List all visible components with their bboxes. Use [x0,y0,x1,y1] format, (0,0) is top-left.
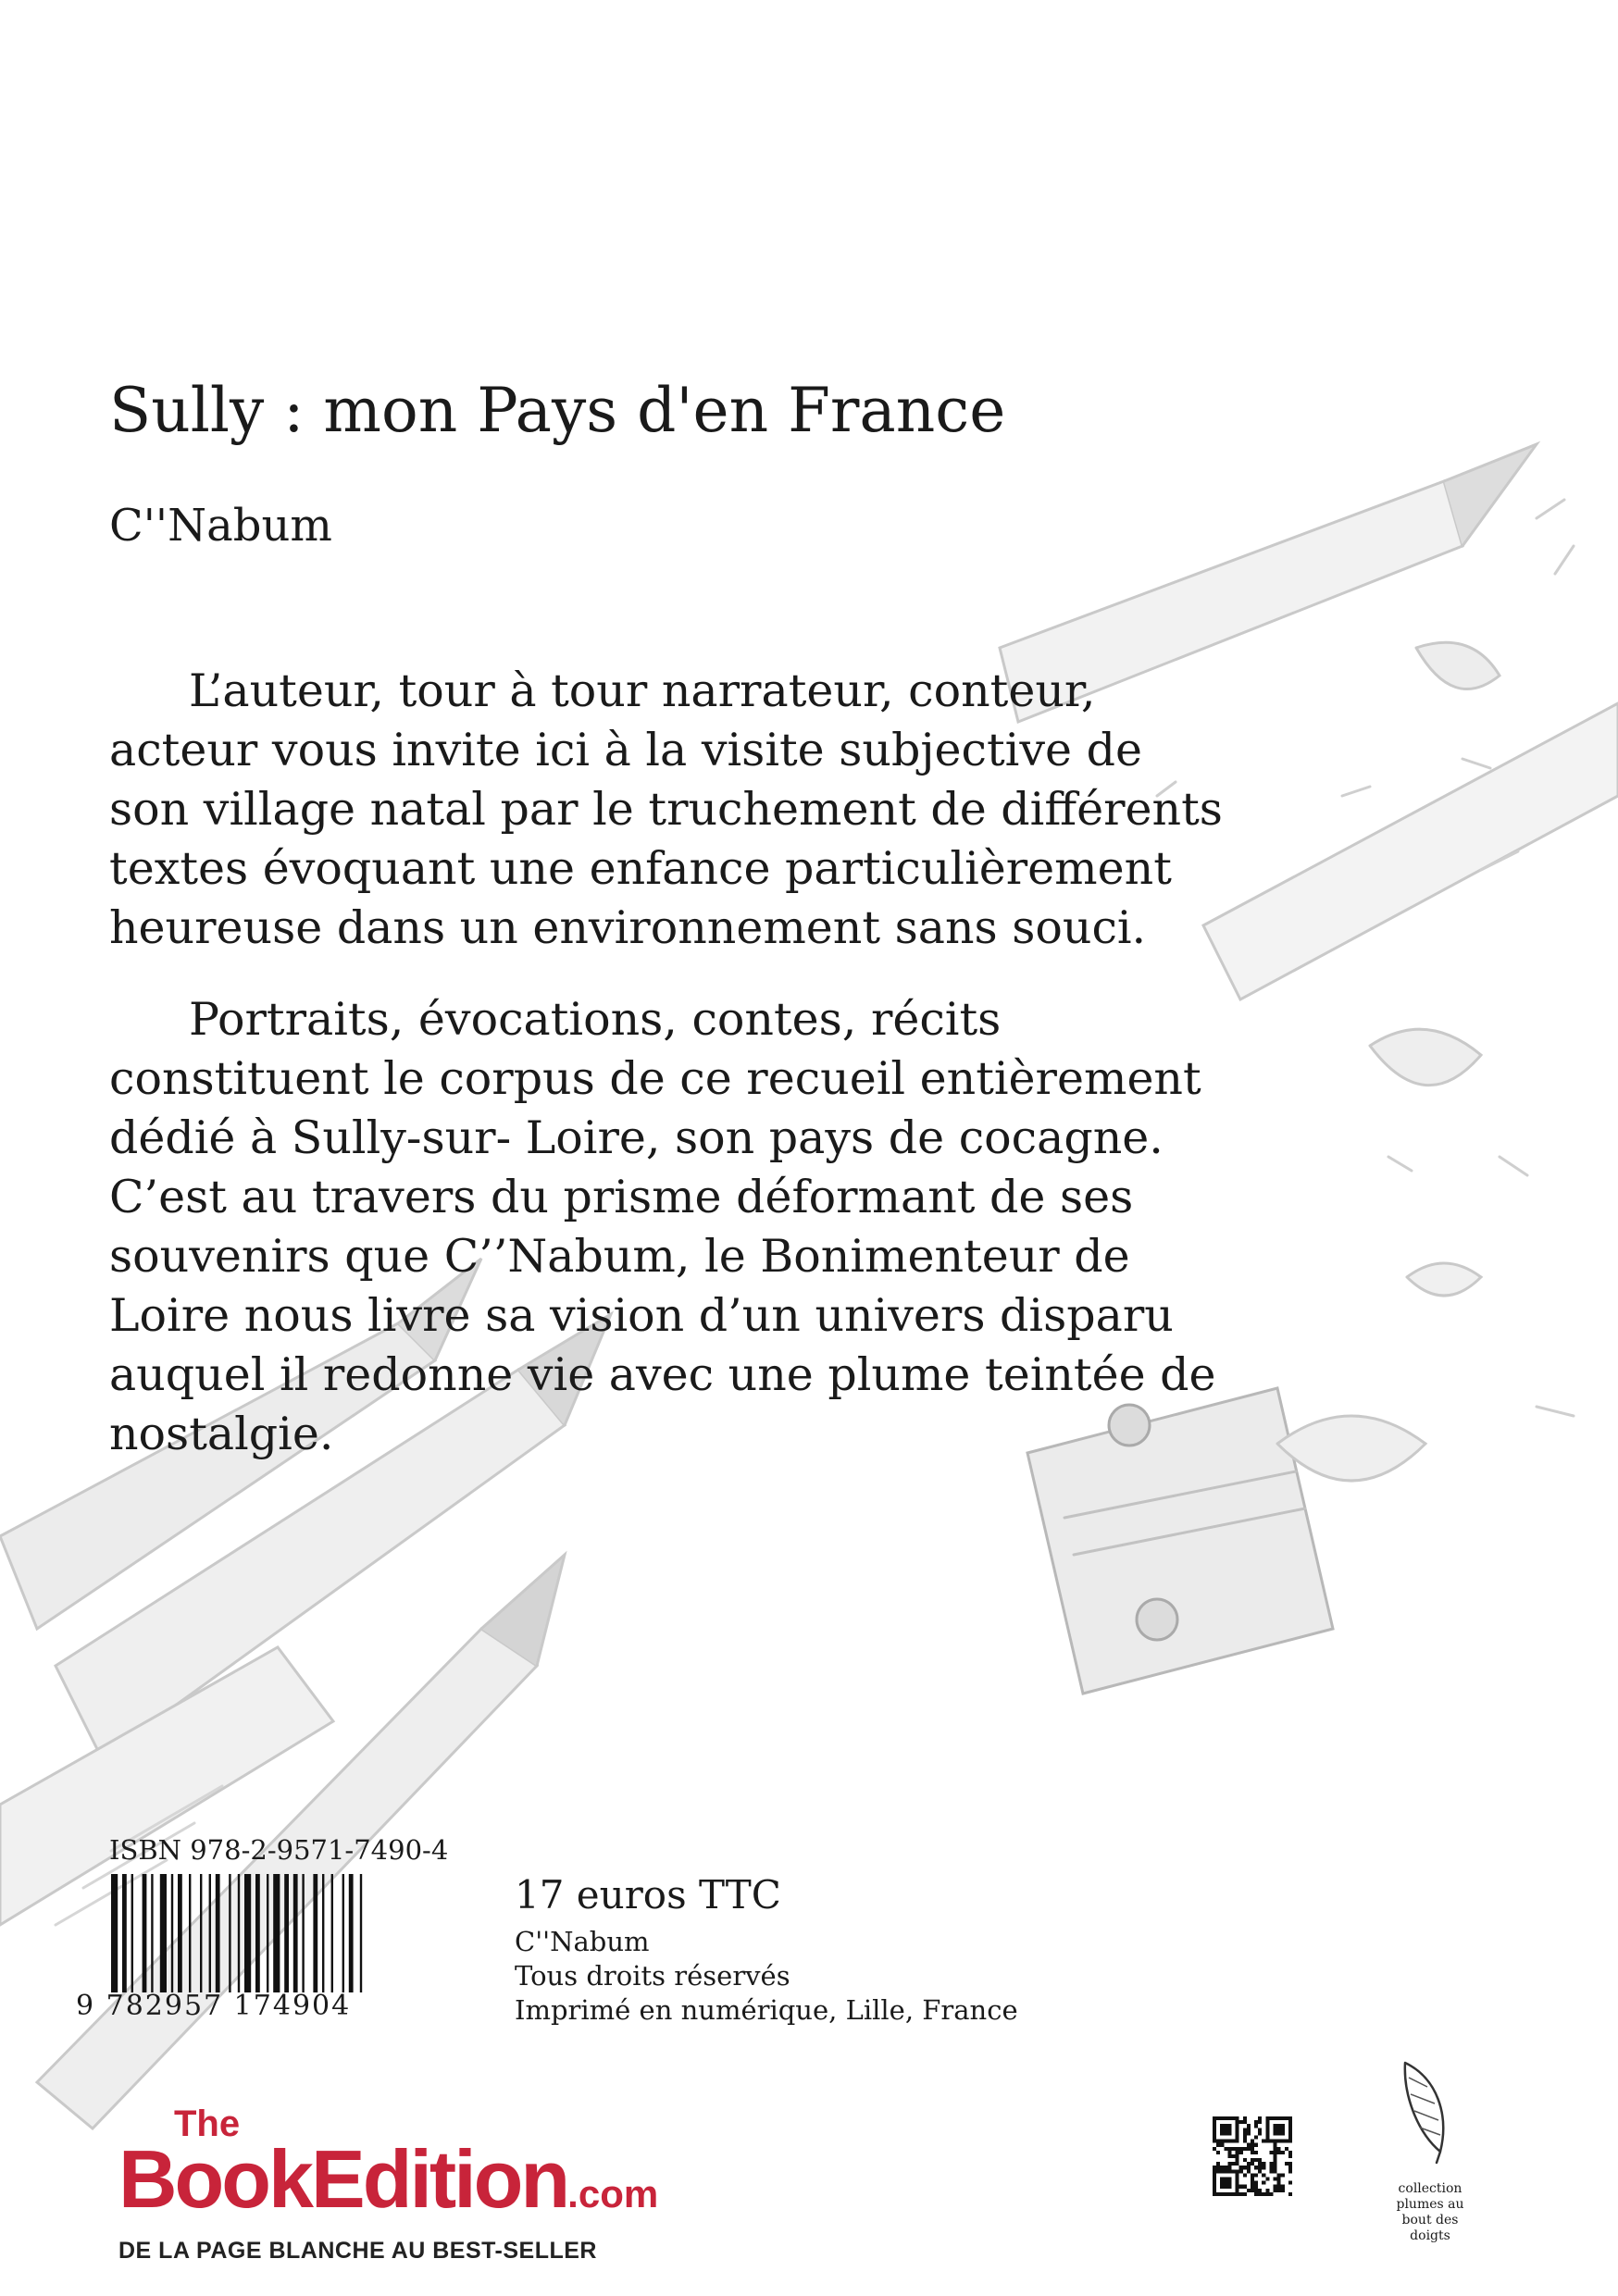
collection-line-2: plumes au [1396,2197,1464,2212]
logo-main-text: BookEdition [118,2133,568,2225]
feather-icon [1400,2059,1451,2166]
collection-label [1379,2181,1481,2244]
qr-code-icon [1213,2116,1292,2196]
printed-label: Imprimé en numérique, Lille, France [515,1994,1018,2026]
book-title: Sully : mon Pays d'en France [109,375,1006,446]
logo-domain: .com [567,2172,659,2215]
summary-paragraph-2-text: Portraits, évocations, contes, récits constituent le corpus de ce recueil entièrement dédié à Sully-sur- Loire, son pays de cocagne. C’est au travers du prisme déformant de ses souvenirs que C’’Nabum, le Bonimenteur de Loire nous livre sa vision d’un univers disparu auquel il redonne vie avec une plume teintée de nostalgie. [109,993,1216,1460]
logo-the: The [174,2104,241,2144]
summary-paragraph-1 [109,662,1229,958]
summary-paragraph-1-text: L’auteur, tour à tour narrateur, conteur, acteur vous invite ici à la visite subjective de son village natal par le truchement de différents textes évoquant une enfance particulièrement heureuse dans un environnement sans souci. [109,664,1223,954]
price-label: 17 euros TTC [515,1872,781,1917]
publisher-label: C''Nabum [515,1926,650,1957]
barcode-digits: 9 782957 174904 [76,1990,352,2022]
book-author: C''Nabum [109,500,332,552]
collection-line-1: collection [1398,2181,1462,2196]
summary-paragraph-2 [109,990,1229,1464]
logo-tagline: DE LA PAGE BLANCHE AU BEST-SELLER [118,2238,597,2264]
collection-line-4: doigts [1410,2228,1450,2243]
collection-line-3: bout des [1401,2213,1459,2228]
isbn-label: ISBN 978-2-9571-7490-4 [109,1834,449,1866]
bookedition-logo [118,2104,659,2281]
rights-label: Tous droits réservés [515,1960,790,1992]
logo-wordmark [118,2133,658,2240]
